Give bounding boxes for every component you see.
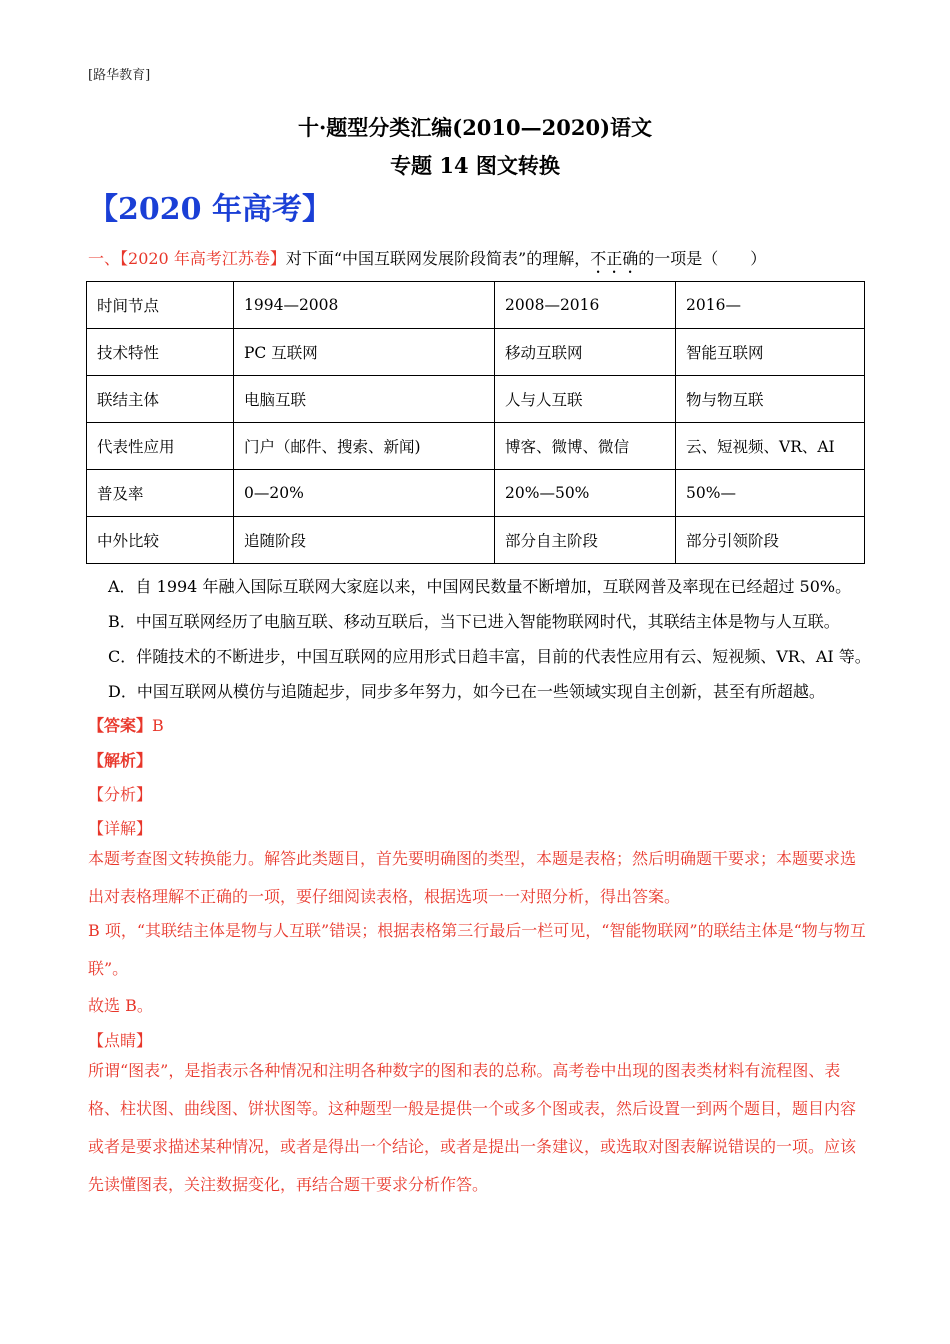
table-row	[87, 329, 865, 376]
question-text-after: 的一项是（ ）	[638, 249, 767, 268]
option-b: B．中国互联网经历了电脑互联、移动互联后，当下已进入智能物联网时代，其联结主体是物与人互联。	[108, 612, 840, 631]
question-emphasis: 不正确	[590, 249, 639, 268]
table-cell: PC 互联网	[234, 329, 495, 376]
header-tag: [路华教育]	[88, 68, 151, 83]
table-cell: 普及率	[87, 470, 234, 517]
fenxi-label: 【分析】	[88, 785, 153, 804]
table-cell: 智能互联网	[676, 329, 865, 376]
question-stem	[88, 246, 766, 277]
table-cell: 50%—	[676, 470, 865, 517]
table-cell: 博客、微博、微信	[495, 423, 676, 470]
section-heading: 【2020 年高考】	[88, 192, 332, 227]
table-cell: 2016—	[676, 282, 865, 329]
table-cell: 2008—2016	[495, 282, 676, 329]
table-cell: 联结主体	[87, 376, 234, 423]
table-cell: 人与人互联	[495, 376, 676, 423]
table-cell: 0—20%	[234, 470, 495, 517]
option-c: C．伴随技术的不断进步，中国互联网的应用形式日趋丰富，目前的代表性应用有云、短视频、VR、AI 等。	[108, 647, 871, 666]
option-a: A．自 1994 年融入国际互联网大家庭以来，中国网民数量不断增加，互联网普及率现在已经超过 50%。	[108, 577, 852, 596]
table-cell: 时间节点	[87, 282, 234, 329]
table-cell: 中外比较	[87, 517, 234, 564]
table-cell: 电脑互联	[234, 376, 495, 423]
option-d: D．中国互联网从模仿与追随起步，同步多年努力，如今已在一些领域实现自主创新，甚至有所超越。	[108, 682, 825, 701]
table-cell: 移动互联网	[495, 329, 676, 376]
table-row	[87, 376, 865, 423]
table-cell: 部分自主阶段	[495, 517, 676, 564]
table-cell: 代表性应用	[87, 423, 234, 470]
table-cell: 物与物互联	[676, 376, 865, 423]
detail-paragraph-2: B 项，“其联结主体是物与人互联”错误；根据表格第三行最后一栏可见，“智能物联网”的联结主体是“物与物互联”。	[88, 921, 866, 978]
answer-value: B	[152, 716, 164, 735]
table-cell: 技术特性	[87, 329, 234, 376]
table-cell: 门户（邮件、搜索、新闻)	[234, 423, 495, 470]
table-cell: 云、短视频、VR、AI	[676, 423, 865, 470]
table-cell: 20%—50%	[495, 470, 676, 517]
table-cell: 追随阶段	[234, 517, 495, 564]
tips-label: 【点睛】	[88, 1031, 153, 1050]
conclusion: 故选 B。	[88, 996, 153, 1015]
answer-line	[88, 713, 164, 736]
detail-paragraph-1: 本题考查图文转换能力。解答此类题目，首先要明确图的类型，本题是表格；然后明确题干要求；本题要求选出对表格理解不正确的一项，要仔细阅读表格，根据选项一一对照分析，得出答案。	[88, 849, 857, 906]
question-source: 【2020 年高考江苏卷】	[120, 249, 286, 268]
table-row	[87, 517, 865, 564]
document-title: 十·题型分类汇编(2010—2020)语文	[297, 115, 653, 140]
table-row	[87, 282, 865, 329]
internet-stages-table	[86, 281, 865, 564]
table-cell: 部分引领阶段	[676, 517, 865, 564]
analysis-label: 【解析】	[88, 751, 153, 770]
table-row	[87, 423, 865, 470]
detail-label: 【详解】	[88, 819, 153, 838]
table-cell: 1994—2008	[234, 282, 495, 329]
question-text-before: 对下面“中国互联网发展阶段简表”的理解，	[285, 249, 591, 268]
tips-paragraph: 所谓“图表”，是指表示各种情况和注明各种数字的图和表的总称。高考卷中出现的图表类材料有流程图、表格、柱状图、曲线图、饼状图等。这种题型一般是提供一个或多个图或表，然后设置一到两个题目，题目内容或者是要求描述某种情况，或者是得出一个结论，或者是提出一条建议，或选取对图表解说错误的一项。应该先读懂图表，关注数据变化，再结合题干要求分析作答。	[88, 1061, 857, 1194]
question-number: 一、	[88, 249, 121, 268]
document-subtitle: 专题 14 图文转换	[390, 153, 560, 178]
answer-label: 【答案】	[88, 716, 153, 735]
table-row	[87, 470, 865, 517]
